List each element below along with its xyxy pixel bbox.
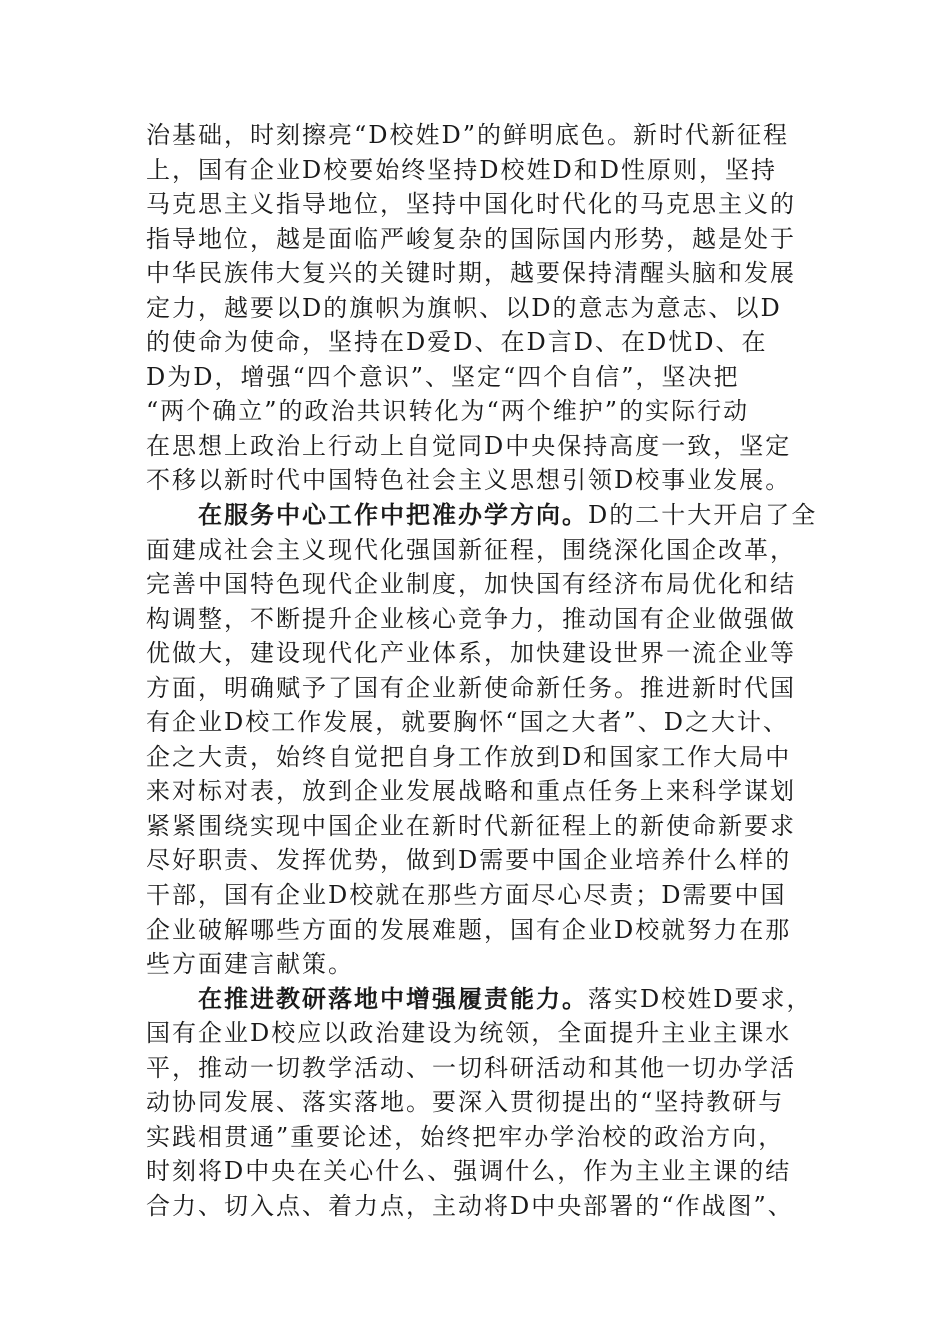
text-line: 干部，国有企业D校就在那些方面尽心尽责；D需要中国 — [146, 881, 787, 910]
text-span: 落实D校姓D要求， — [588, 984, 813, 1013]
text-line: 优做大，建设现代化产业体系，加快建设世界一流企业等 — [146, 639, 796, 668]
text-line: 国有企业D校应以政治建设为统领，全面提升主业主课水 — [146, 1019, 792, 1048]
text-line: 尽好职责、发挥优势，做到D需要中国企业培养什么样的 — [146, 846, 792, 875]
text-line: 实践相贯通”重要论述，始终把牢办学治校的政治方向， — [146, 1122, 785, 1151]
text-line: 企之大责，始终自觉把自身工作放到D和国家工作大局中 — [146, 742, 792, 771]
text-line: 来对标对表，放到企业发展战略和重点任务上来科学谋划 — [146, 777, 796, 806]
text-line: 完善中国特色现代企业制度，加快国有经济布局优化和结 — [146, 570, 796, 599]
text-line: 的使命为使命，坚持在D爱D、在D言D、在D忧D、在 — [146, 328, 768, 357]
text-line: 合力、切入点、着力点，主动将D中央部署的“作战图”、 — [146, 1191, 794, 1220]
text-line: 方面，明确赋予了国有企业新使命新任务。推进新时代国 — [146, 673, 796, 702]
text-line: 不移以新时代中国特色社会主义思想引领D校事业发展。 — [146, 466, 792, 495]
text-line: 上，国有企业D校要始终坚持D校姓D和D性原则，坚持 — [146, 155, 777, 184]
paragraph-start-line — [146, 982, 818, 1017]
section-heading: 在服务中心工作中把准办学方向。 — [198, 500, 588, 530]
text-line: “两个确立”的政治共识转化为“两个维护”的实际行动 — [146, 397, 750, 426]
text-line: 紧紧围绕实现中国企业在新时代新征程上的新使命新要求 — [146, 811, 796, 840]
text-line: 治基础，时刻擦亮“D校姓D”的鲜明底色。新时代新征程 — [146, 121, 790, 149]
text-line: 时刻将D中央在关心什么、强调什么，作为主业主课的结 — [146, 1157, 792, 1186]
text-line: 企业破解哪些方面的发展难题，国有企业D校就努力在那 — [146, 915, 792, 944]
text-line: 中华民族伟大复兴的关键时期，越要保持清醒头脑和发展 — [146, 259, 796, 288]
text-line: D为D，增强“四个意识”、坚定“四个自信”，坚决把 — [146, 362, 740, 391]
text-line: 平，推动一切教学活动、一切科研活动和其他一切办学活 — [146, 1053, 796, 1082]
section-heading: 在推进教研落地中增强履责能力。 — [198, 983, 588, 1013]
text-line: 些方面建言献策。 — [146, 950, 354, 979]
paragraph-start-line — [146, 498, 818, 533]
text-line: 马克思主义指导地位，坚持中国化时代化的马克思主义的 — [146, 190, 796, 219]
text-line: 在思想上政治上行动上自觉同D中央保持高度一致，坚定 — [146, 431, 792, 460]
text-span: D的二十大开启了全 — [588, 501, 818, 530]
body-text — [146, 118, 818, 1224]
text-line: 有企业D校工作发展，就要胸怀“国之大者”、D之大计、 — [146, 708, 790, 737]
text-line: 面建成社会主义现代化强国新征程，围绕深化国企改革， — [146, 535, 796, 564]
text-line: 动协同发展、落实落地。要深入贯彻提出的“坚持教研与 — [146, 1088, 785, 1117]
text-line: 构调整，不断提升企业核心竞争力，推动国有企业做强做 — [146, 604, 796, 633]
text-line: 定力，越要以D的旗帜为旗帜、以D的意志为意志、以D — [146, 293, 782, 322]
text-line: 指导地位，越是面临严峻复杂的国际国内形势，越是处于 — [146, 224, 796, 253]
